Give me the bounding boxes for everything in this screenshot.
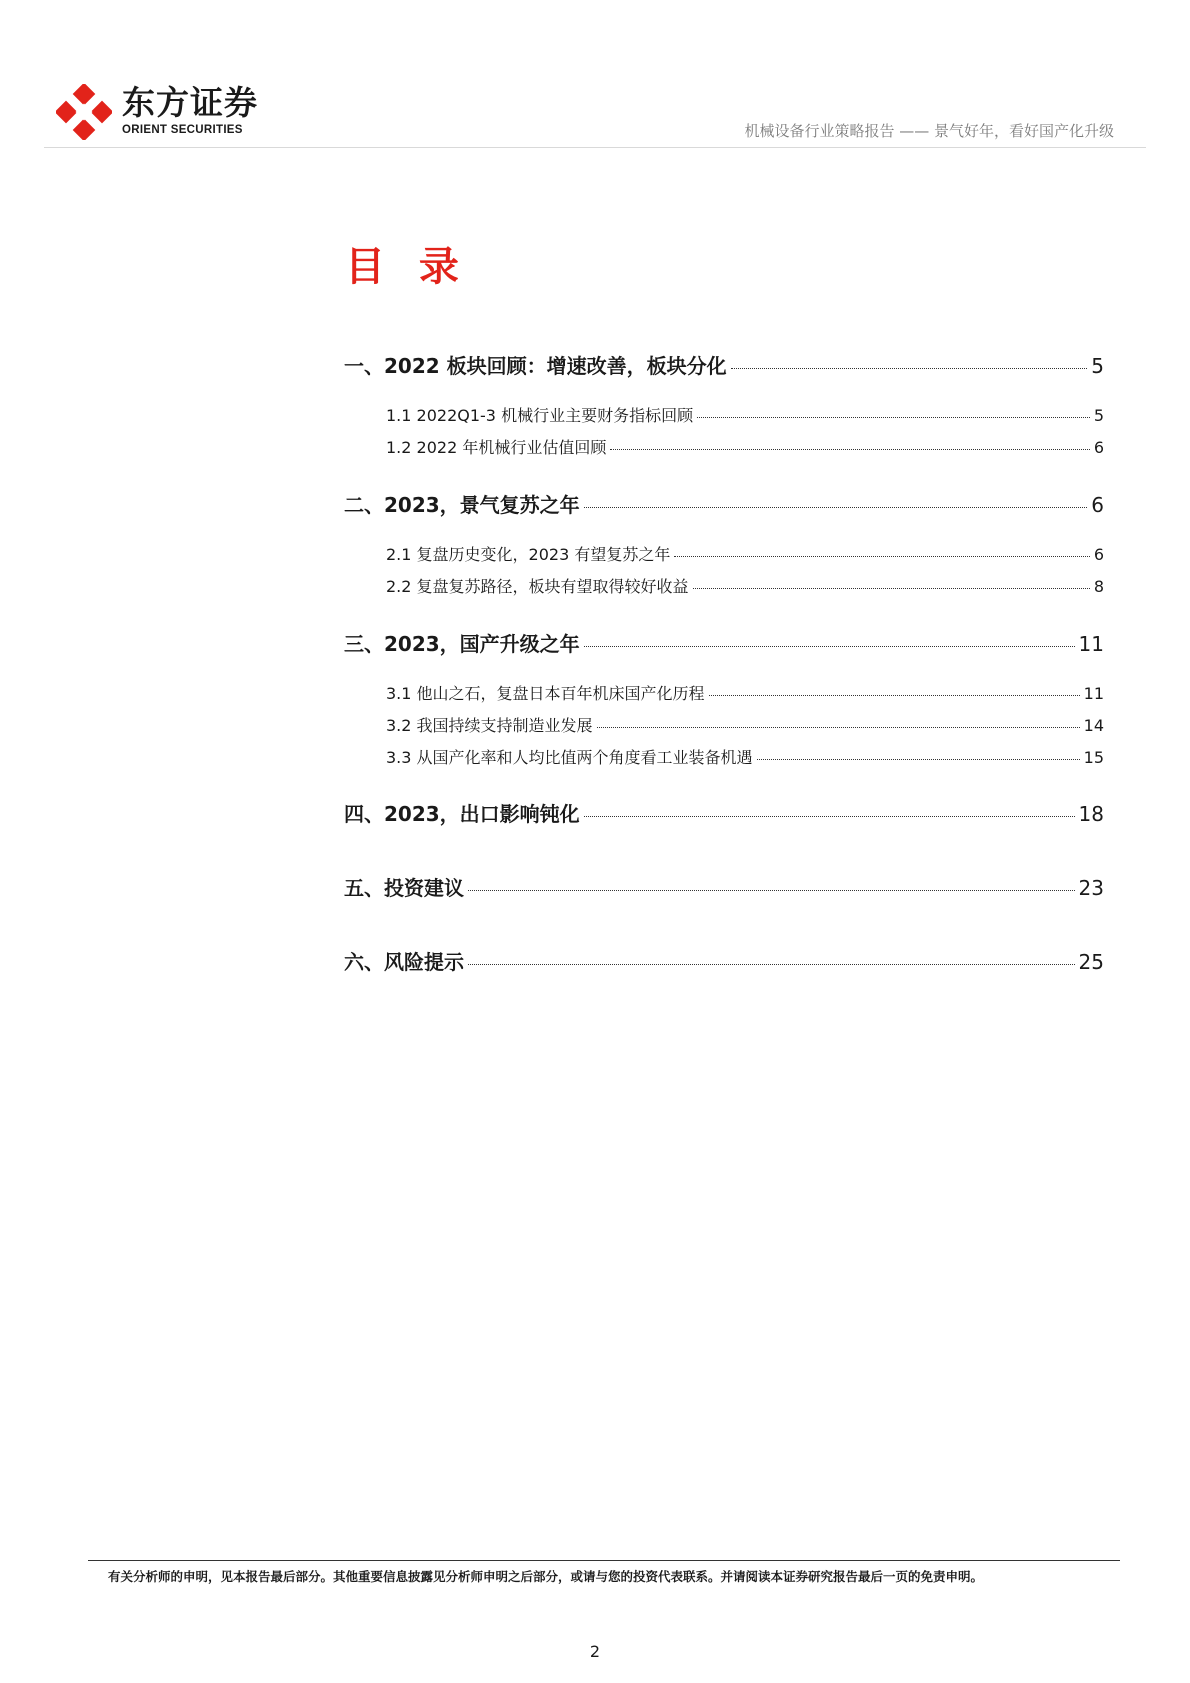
toc-entry-page: 6 <box>1093 545 1104 564</box>
toc-entry[interactable] <box>344 745 1104 768</box>
orient-securities-logo-icon <box>56 84 112 140</box>
toc-entry-label: 一、2022 板块回顾：增速改善，板块分化 <box>344 354 727 378</box>
toc-entry-label: 五、投资建议 <box>344 876 464 900</box>
toc-entry-label: 3.1 他山之石，复盘日本百年机床国产化历程 <box>386 684 705 703</box>
toc-leader-dots <box>693 588 1090 589</box>
toc-leader-dots <box>757 759 1080 760</box>
toc-entry[interactable] <box>344 542 1104 565</box>
toc-leader-dots <box>697 417 1090 418</box>
toc-entry[interactable] <box>344 403 1104 426</box>
toc-entry-page: 5 <box>1091 354 1104 378</box>
toc-entry[interactable] <box>344 946 1104 975</box>
toc-entry-label: 2.1 复盘历史变化，2023 有望复苏之年 <box>386 545 671 564</box>
report-subtitle: 机械设备行业策略报告 —— 景气好年，看好国产化升级 <box>744 122 1114 140</box>
toc-entry[interactable] <box>344 350 1104 379</box>
toc-entry-page: 15 <box>1083 748 1104 767</box>
toc-entry-label: 2.2 复盘复苏路径，板块有望取得较好收益 <box>386 577 689 596</box>
disclaimer-note: 有关分析师的申明，见本报告最后部分。其他重要信息披露见分析师申明之后部分，或请与您的投资代表联系。并请阅读本证券研究报告最后一页的免责申明。 <box>108 1569 984 1584</box>
toc-title: 目 录 <box>345 244 469 290</box>
toc-entry-page: 14 <box>1083 716 1104 735</box>
toc-entry-page: 8 <box>1093 577 1104 596</box>
toc-entry-label: 四、2023，出口影响钝化 <box>344 802 580 826</box>
toc-leader-dots <box>731 368 1088 369</box>
toc-entry-page: 23 <box>1078 876 1104 900</box>
toc-entry-label: 二、2023，景气复苏之年 <box>344 493 580 517</box>
toc-leader-dots <box>610 449 1089 450</box>
toc-entry[interactable] <box>344 628 1104 657</box>
toc-entry-page: 25 <box>1078 950 1104 974</box>
toc-leader-dots <box>584 646 1075 647</box>
toc-leader-dots <box>584 816 1075 817</box>
toc-entry-page: 6 <box>1091 493 1104 517</box>
toc-entry[interactable] <box>344 574 1104 597</box>
logo-chinese-name: 东方证券 <box>122 83 258 122</box>
toc-entry-page: 6 <box>1093 438 1104 457</box>
toc-entry-page: 11 <box>1083 684 1104 703</box>
logo-english-name: ORIENT SECURITIES <box>122 124 243 136</box>
toc-entry-label: 3.2 我国持续支持制造业发展 <box>386 716 593 735</box>
toc-entry-label: 1.1 2022Q1-3 机械行业主要财务指标回顾 <box>386 406 694 425</box>
toc-entry-page: 5 <box>1093 406 1104 425</box>
company-logo <box>56 80 256 140</box>
toc-entry[interactable] <box>344 435 1104 458</box>
toc-entry-label: 六、风险提示 <box>344 950 464 974</box>
toc-entry-label: 3.3 从国产化率和人均比值两个角度看工业装备机遇 <box>386 748 753 767</box>
toc-entry[interactable] <box>344 681 1104 704</box>
toc-leader-dots <box>674 556 1089 557</box>
toc-entry-page: 18 <box>1078 802 1104 826</box>
toc-entry-label: 三、2023，国产升级之年 <box>344 632 580 656</box>
toc-leader-dots <box>468 890 1075 891</box>
toc-entry-page: 11 <box>1078 632 1104 656</box>
toc-leader-dots <box>709 695 1080 696</box>
footer-divider <box>88 1560 1120 1561</box>
toc-entry[interactable] <box>344 489 1104 518</box>
page-number: 2 <box>589 1642 601 1661</box>
toc-entry-label: 1.2 2022 年机械行业估值回顾 <box>386 438 607 457</box>
toc-leader-dots <box>597 727 1080 728</box>
toc-leader-dots <box>584 507 1088 508</box>
toc-entry[interactable] <box>344 798 1104 827</box>
header-divider <box>44 147 1146 148</box>
toc-entry[interactable] <box>344 872 1104 901</box>
toc-entry[interactable] <box>344 713 1104 736</box>
toc-leader-dots <box>468 964 1075 965</box>
